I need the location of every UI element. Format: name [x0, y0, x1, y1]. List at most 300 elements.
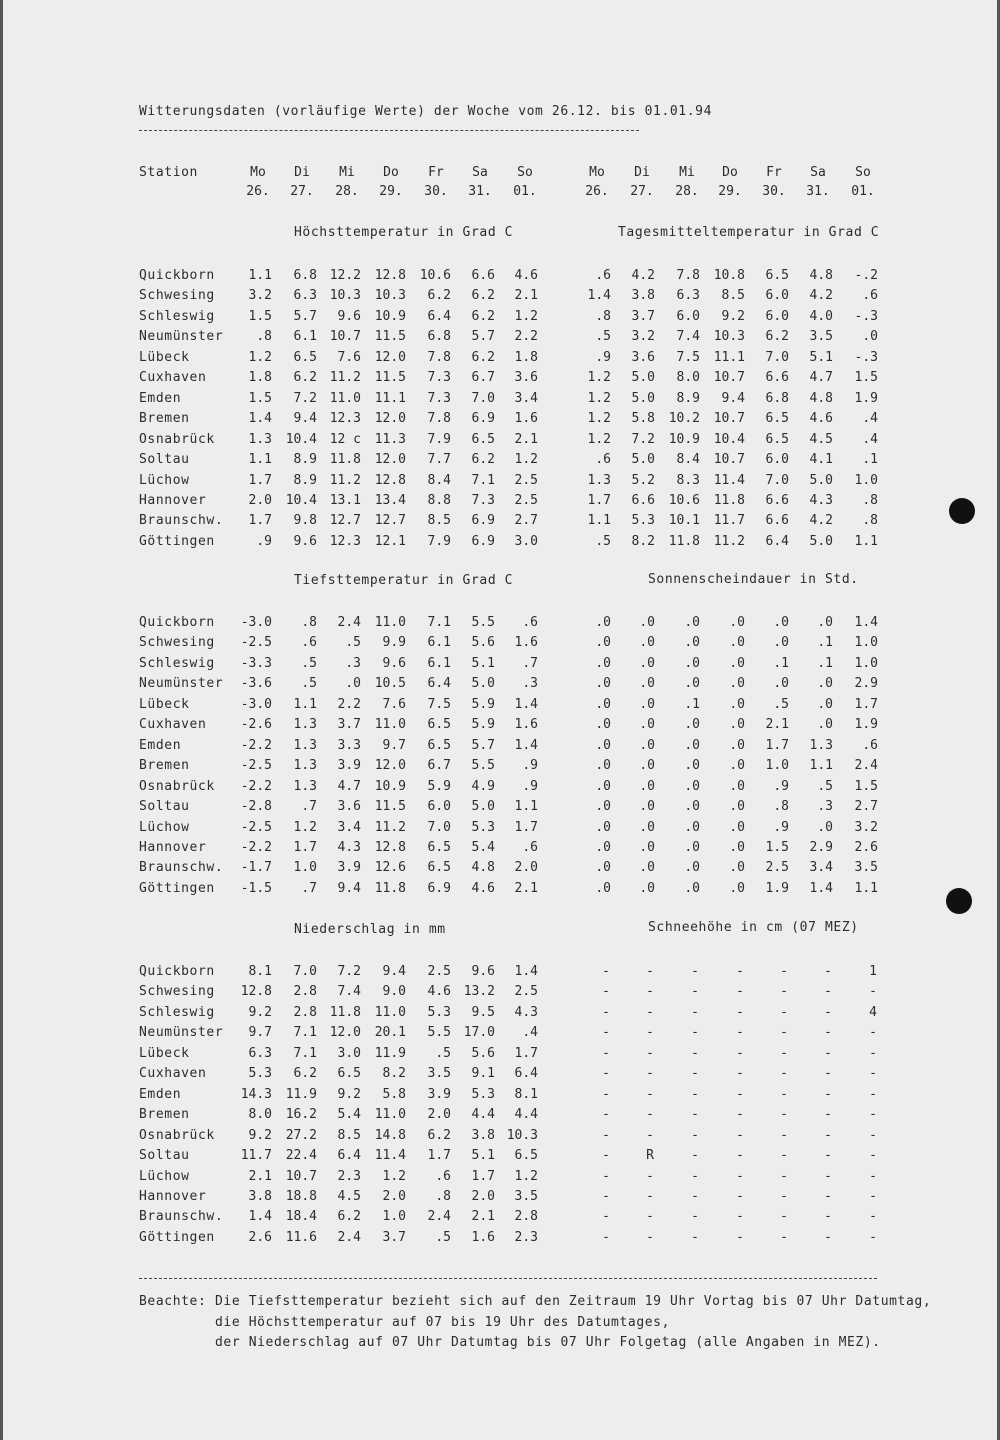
- table-cell: 1.3: [293, 779, 317, 794]
- table-cell: 3.5: [514, 1189, 538, 1204]
- table-cell: 9.7: [382, 738, 406, 753]
- table-cell: -: [691, 1066, 699, 1081]
- table-cell: 6.0: [765, 288, 789, 303]
- table-cell: 1.7: [514, 820, 538, 835]
- table-cell: 2.4: [337, 1230, 361, 1245]
- table-cell: .3: [522, 676, 538, 691]
- table-cell: 14.3: [240, 1087, 272, 1102]
- table-cell: 5.9: [427, 779, 451, 794]
- table-cell: 5.7: [471, 329, 495, 344]
- table-cell: .5: [301, 676, 317, 691]
- table-cell: 5.9: [471, 697, 495, 712]
- table-cell: 6.0: [765, 452, 789, 467]
- table-cell: 1.3: [293, 758, 317, 773]
- table-cell: 6.2: [765, 329, 789, 344]
- table-cell: -: [646, 1169, 654, 1184]
- table-cell: 1.0: [854, 656, 878, 671]
- table-cell: 7.3: [427, 391, 451, 406]
- table-cell: 6.2: [337, 1209, 361, 1224]
- table-cell: 10.4: [713, 432, 745, 447]
- table-cell: 7.0: [293, 964, 317, 979]
- station-name: Braunschw.: [139, 1209, 224, 1224]
- table-cell: 11.0: [329, 391, 361, 406]
- table-cell: 2.5: [765, 860, 789, 875]
- day-header: Do: [383, 165, 399, 180]
- table-cell: 1.6: [514, 717, 538, 732]
- table-cell: .5: [595, 534, 611, 549]
- table-cell: 8.3: [676, 473, 700, 488]
- table-cell: .6: [595, 268, 611, 283]
- table-cell: 10.7: [285, 1169, 317, 1184]
- table-cell: 14.8: [374, 1128, 406, 1143]
- table-cell: 5.3: [471, 820, 495, 835]
- station-name: Göttingen: [139, 534, 215, 549]
- table-cell: 11.9: [374, 1046, 406, 1061]
- station-name: Lübeck: [139, 1046, 190, 1061]
- table-cell: 9.6: [293, 534, 317, 549]
- table-cell: -: [736, 1169, 744, 1184]
- table-cell: -: [602, 964, 610, 979]
- table-cell: 6.5: [765, 268, 789, 283]
- table-cell: .6: [862, 288, 878, 303]
- table-cell: -: [824, 1107, 832, 1122]
- station-name: Bremen: [139, 411, 190, 426]
- table-cell: .0: [773, 615, 789, 630]
- table-cell: -: [646, 1025, 654, 1040]
- table-cell: -: [780, 1230, 788, 1245]
- table-cell: -: [869, 1169, 877, 1184]
- table-cell: 3.2: [631, 329, 655, 344]
- table-cell: -: [780, 1189, 788, 1204]
- table-cell: 6.5: [427, 738, 451, 753]
- table-cell: 7.8: [676, 268, 700, 283]
- document-title: Witterungsdaten (vorläufige Werte) der Woche vom 26.12. bis 01.01.94: [139, 104, 713, 119]
- table-cell: .0: [684, 881, 700, 896]
- table-cell: -: [869, 1025, 877, 1040]
- table-cell: 11.3: [374, 432, 406, 447]
- table-cell: 2.3: [514, 1230, 538, 1245]
- table-cell: .0: [639, 615, 655, 630]
- table-cell: 9.4: [293, 411, 317, 426]
- table-cell: -: [824, 1087, 832, 1102]
- table-cell: -: [736, 1209, 744, 1224]
- day-header: Fr: [766, 165, 782, 180]
- table-cell: 6.6: [765, 370, 789, 385]
- table-cell: 1.4: [587, 288, 611, 303]
- table-cell: -: [824, 1169, 832, 1184]
- table-cell: 11.2: [713, 534, 745, 549]
- table-cell: 2.0: [382, 1189, 406, 1204]
- table-cell: 3.4: [337, 820, 361, 835]
- table-cell: 3.0: [514, 534, 538, 549]
- table-cell: 1.6: [514, 635, 538, 650]
- table-cell: .8: [256, 329, 272, 344]
- table-cell: 4.3: [514, 1005, 538, 1020]
- table-cell: .0: [639, 779, 655, 794]
- table-cell: 13.2: [463, 984, 495, 999]
- table-cell: 3.7: [337, 717, 361, 732]
- station-name: Emden: [139, 391, 182, 406]
- table-cell: 6.7: [427, 758, 451, 773]
- table-cell: -: [602, 1066, 610, 1081]
- table-cell: -3.0: [240, 615, 272, 630]
- table-cell: 11.1: [374, 391, 406, 406]
- table-cell: 4.2: [809, 513, 833, 528]
- table-cell: .0: [639, 840, 655, 855]
- table-cell: -: [780, 1209, 788, 1224]
- table-cell: .9: [522, 758, 538, 773]
- table-cell: .0: [729, 860, 745, 875]
- table-cell: 3.4: [809, 860, 833, 875]
- table-cell: 10.5: [374, 676, 406, 691]
- table-cell: -.3: [854, 309, 878, 324]
- table-cell: 8.0: [248, 1107, 272, 1122]
- table-cell: 3.9: [427, 1087, 451, 1102]
- table-cell: 1.7: [514, 1046, 538, 1061]
- table-cell: 5.1: [471, 1148, 495, 1163]
- table-cell: 6.6: [471, 268, 495, 283]
- table-cell: 9.2: [721, 309, 745, 324]
- table-cell: -: [869, 1209, 877, 1224]
- table-cell: 3.0: [337, 1046, 361, 1061]
- table-cell: 9.2: [248, 1005, 272, 1020]
- table-cell: -: [602, 1005, 610, 1020]
- table-cell: .3: [817, 799, 833, 814]
- table-cell: 1.9: [854, 391, 878, 406]
- day-header: Mo: [589, 165, 605, 180]
- table-cell: -2.5: [240, 820, 272, 835]
- table-cell: -: [691, 1169, 699, 1184]
- notes-label: Beachte:: [139, 1294, 207, 1309]
- table-cell: .9: [773, 779, 789, 794]
- table-cell: 5.3: [427, 1005, 451, 1020]
- table-cell: -: [736, 1189, 744, 1204]
- table-cell: 7.4: [337, 984, 361, 999]
- table-cell: 4.9: [471, 779, 495, 794]
- table-cell: -: [780, 1005, 788, 1020]
- table-cell: .3: [345, 656, 361, 671]
- table-cell: .6: [862, 738, 878, 753]
- table-cell: 8.2: [382, 1066, 406, 1081]
- day-header: So: [517, 165, 533, 180]
- table-cell: 11.8: [713, 493, 745, 508]
- table-cell: 6.7: [471, 370, 495, 385]
- table-cell: 12.0: [374, 758, 406, 773]
- table-cell: .0: [639, 717, 655, 732]
- table-cell: 1.1: [587, 513, 611, 528]
- table-cell: 7.6: [382, 697, 406, 712]
- table-cell: 8.9: [293, 452, 317, 467]
- table-cell: 2.8: [293, 984, 317, 999]
- table-cell: 6.5: [471, 432, 495, 447]
- table-cell: 5.4: [471, 840, 495, 855]
- table-cell: 2.5: [427, 964, 451, 979]
- table-cell: 1.7: [293, 840, 317, 855]
- table-cell: .1: [773, 656, 789, 671]
- table-cell: -3.0: [240, 697, 272, 712]
- table-cell: 5.7: [293, 309, 317, 324]
- table-cell: 7.1: [471, 473, 495, 488]
- table-cell: .0: [595, 820, 611, 835]
- table-cell: 7.6: [337, 350, 361, 365]
- table-cell: .0: [595, 676, 611, 691]
- table-cell: 1.2: [514, 1169, 538, 1184]
- table-cell: .0: [595, 779, 611, 794]
- table-cell: 6.2: [293, 370, 317, 385]
- table-cell: .9: [522, 779, 538, 794]
- table-cell: 11.0: [374, 717, 406, 732]
- table-cell: 9.5: [471, 1005, 495, 1020]
- table-cell: -: [602, 1209, 610, 1224]
- table-cell: 12.0: [374, 350, 406, 365]
- table-cell: .0: [729, 779, 745, 794]
- table-cell: .1: [862, 452, 878, 467]
- station-name: Cuxhaven: [139, 1066, 207, 1081]
- table-cell: 12.8: [374, 473, 406, 488]
- table-cell: -: [736, 1148, 744, 1163]
- date-header: 27.: [290, 184, 314, 199]
- table-cell: 3.2: [248, 288, 272, 303]
- table-cell: 7.2: [293, 391, 317, 406]
- table-cell: 1.3: [587, 473, 611, 488]
- table-cell: 3.9: [337, 758, 361, 773]
- table-cell: 6.5: [514, 1148, 538, 1163]
- date-header: 01.: [851, 184, 875, 199]
- station-name: Osnabrück: [139, 1128, 215, 1143]
- table-cell: 12 c: [329, 432, 361, 447]
- table-cell: 13.1: [329, 493, 361, 508]
- table-cell: 8.2: [631, 534, 655, 549]
- table-cell: .6: [595, 452, 611, 467]
- table-cell: 13.4: [374, 493, 406, 508]
- table-cell: 1.0: [293, 860, 317, 875]
- table-cell: 5.5: [471, 615, 495, 630]
- table-cell: 3.2: [854, 820, 878, 835]
- table-cell: -: [646, 1189, 654, 1204]
- table-cell: 8.1: [514, 1087, 538, 1102]
- table-cell: 1.5: [248, 309, 272, 324]
- table-cell: 2.7: [854, 799, 878, 814]
- table-cell: -: [824, 1066, 832, 1081]
- table-cell: 4.6: [471, 881, 495, 896]
- table-cell: .0: [862, 329, 878, 344]
- table-cell: 2.0: [248, 493, 272, 508]
- table-cell: 1.7: [765, 738, 789, 753]
- table-cell: 2.5: [514, 493, 538, 508]
- table-cell: .9: [595, 350, 611, 365]
- table-cell: 12.3: [329, 534, 361, 549]
- table-cell: 1.2: [514, 309, 538, 324]
- table-cell: 2.2: [514, 329, 538, 344]
- table-cell: -: [780, 1169, 788, 1184]
- table-cell: 1.0: [382, 1209, 406, 1224]
- table-cell: 7.0: [765, 473, 789, 488]
- table-cell: .0: [817, 717, 833, 732]
- table-cell: .4: [862, 432, 878, 447]
- station-name: Cuxhaven: [139, 717, 207, 732]
- table-cell: 4.7: [337, 779, 361, 794]
- table-cell: 1.1: [514, 799, 538, 814]
- table-cell: 1.7: [854, 697, 878, 712]
- table-cell: 2.1: [248, 1169, 272, 1184]
- table-cell: 5.3: [631, 513, 655, 528]
- station-name: Schwesing: [139, 984, 215, 999]
- table-cell: 11.0: [374, 1005, 406, 1020]
- table-cell: -2.5: [240, 758, 272, 773]
- table-cell: 2.4: [854, 758, 878, 773]
- table-cell: .8: [862, 493, 878, 508]
- table-cell: 11.0: [374, 615, 406, 630]
- table-cell: -.3: [854, 350, 878, 365]
- table-cell: 3.5: [809, 329, 833, 344]
- table-cell: 1.2: [382, 1169, 406, 1184]
- table-cell: .0: [729, 717, 745, 732]
- table-cell: 1.0: [854, 473, 878, 488]
- station-name: Braunschw.: [139, 513, 224, 528]
- table-cell: .0: [639, 635, 655, 650]
- table-cell: -1.5: [240, 881, 272, 896]
- table-cell: .0: [684, 799, 700, 814]
- table-cell: -: [602, 1148, 610, 1163]
- table-cell: 2.1: [514, 288, 538, 303]
- station-name: Schwesing: [139, 635, 215, 650]
- station-name: Hannover: [139, 840, 207, 855]
- table-cell: .0: [684, 758, 700, 773]
- table-cell: 1.4: [514, 738, 538, 753]
- station-name: Göttingen: [139, 1230, 215, 1245]
- table-cell: 5.0: [631, 452, 655, 467]
- snow-title: Schneehöhe in cm (07 MEZ): [648, 920, 859, 935]
- table-cell: 12.7: [374, 513, 406, 528]
- date-header: 30.: [424, 184, 448, 199]
- table-cell: .0: [595, 799, 611, 814]
- table-cell: .0: [684, 656, 700, 671]
- table-cell: -: [602, 1169, 610, 1184]
- notes-line: der Niederschlag auf 07 Uhr Datumtag bis 07 Uhr Folgetag (alle Angaben in MEZ).: [215, 1335, 881, 1350]
- table-cell: 8.4: [427, 473, 451, 488]
- table-cell: 1.9: [765, 881, 789, 896]
- table-cell: .0: [639, 676, 655, 691]
- table-cell: 2.0: [427, 1107, 451, 1122]
- table-cell: .0: [595, 860, 611, 875]
- station-name: Cuxhaven: [139, 370, 207, 385]
- table-cell: 5.1: [471, 656, 495, 671]
- table-cell: 1.9: [854, 717, 878, 732]
- table-cell: -: [824, 1230, 832, 1245]
- table-cell: -: [780, 1148, 788, 1163]
- table-cell: 4.0: [809, 309, 833, 324]
- table-cell: .0: [595, 656, 611, 671]
- table-cell: 5.5: [471, 758, 495, 773]
- table-cell: 1.4: [248, 411, 272, 426]
- date-header: 28.: [335, 184, 359, 199]
- station-name: Göttingen: [139, 881, 215, 896]
- table-cell: 8.9: [676, 391, 700, 406]
- table-cell: -2.8: [240, 799, 272, 814]
- table-cell: 6.6: [765, 493, 789, 508]
- table-cell: 1.1: [248, 452, 272, 467]
- table-cell: 6.5: [427, 717, 451, 732]
- table-cell: .0: [773, 635, 789, 650]
- table-cell: 10.4: [285, 493, 317, 508]
- table-cell: 12.8: [374, 268, 406, 283]
- table-cell: 1.4: [514, 697, 538, 712]
- table-cell: 3.8: [631, 288, 655, 303]
- table-cell: 2.1: [471, 1209, 495, 1224]
- table-cell: 22.4: [285, 1148, 317, 1163]
- station-header: Station: [139, 165, 198, 180]
- table-cell: 7.9: [427, 432, 451, 447]
- table-cell: .0: [639, 820, 655, 835]
- table-cell: 9.6: [337, 309, 361, 324]
- table-cell: 1: [869, 964, 877, 979]
- table-cell: -: [824, 1148, 832, 1163]
- table-cell: 5.6: [471, 1046, 495, 1061]
- table-cell: 5.7: [471, 738, 495, 753]
- table-cell: 5.1: [809, 350, 833, 365]
- table-cell: 6.0: [676, 309, 700, 324]
- table-cell: .6: [301, 635, 317, 650]
- table-cell: 11.7: [240, 1148, 272, 1163]
- table-cell: 1.2: [514, 452, 538, 467]
- table-cell: 1.0: [765, 758, 789, 773]
- notes-line: die Höchsttemperatur auf 07 bis 19 Uhr des Datumtages,: [215, 1315, 671, 1330]
- table-cell: 6.8: [765, 391, 789, 406]
- table-cell: -1.7: [240, 860, 272, 875]
- table-cell: .0: [639, 656, 655, 671]
- table-cell: 6.9: [471, 513, 495, 528]
- table-cell: -: [691, 1189, 699, 1204]
- station-name: Lübeck: [139, 350, 190, 365]
- table-cell: 7.1: [427, 615, 451, 630]
- table-cell: -: [646, 1230, 654, 1245]
- table-cell: 1.3: [248, 432, 272, 447]
- table-cell: 12.0: [374, 411, 406, 426]
- table-cell: .5: [435, 1046, 451, 1061]
- table-cell: .0: [684, 779, 700, 794]
- table-cell: -: [780, 1128, 788, 1143]
- table-cell: 7.0: [765, 350, 789, 365]
- table-cell: 2.0: [514, 860, 538, 875]
- station-name: Schleswig: [139, 656, 215, 671]
- table-cell: 2.6: [248, 1230, 272, 1245]
- punch-hole: [946, 888, 972, 914]
- table-cell: 8.8: [427, 493, 451, 508]
- table-cell: -: [869, 1087, 877, 1102]
- table-cell: 9.9: [382, 635, 406, 650]
- table-cell: 10.4: [285, 432, 317, 447]
- table-cell: 6.3: [676, 288, 700, 303]
- table-cell: 9.1: [471, 1066, 495, 1081]
- table-cell: -: [780, 1046, 788, 1061]
- table-cell: 11.8: [668, 534, 700, 549]
- table-cell: 6.0: [765, 309, 789, 324]
- table-cell: -: [736, 984, 744, 999]
- table-cell: 1.1: [854, 534, 878, 549]
- table-cell: .0: [639, 697, 655, 712]
- table-cell: 9.8: [293, 513, 317, 528]
- table-cell: 8.0: [676, 370, 700, 385]
- day-header: Sa: [472, 165, 488, 180]
- table-cell: 1.6: [514, 411, 538, 426]
- table-cell: .0: [639, 860, 655, 875]
- table-cell: 1.1: [248, 268, 272, 283]
- table-cell: 2.0: [471, 1189, 495, 1204]
- table-cell: 2.5: [514, 984, 538, 999]
- table-cell: 6.3: [293, 288, 317, 303]
- table-cell: 11.2: [329, 370, 361, 385]
- table-cell: 12.3: [329, 411, 361, 426]
